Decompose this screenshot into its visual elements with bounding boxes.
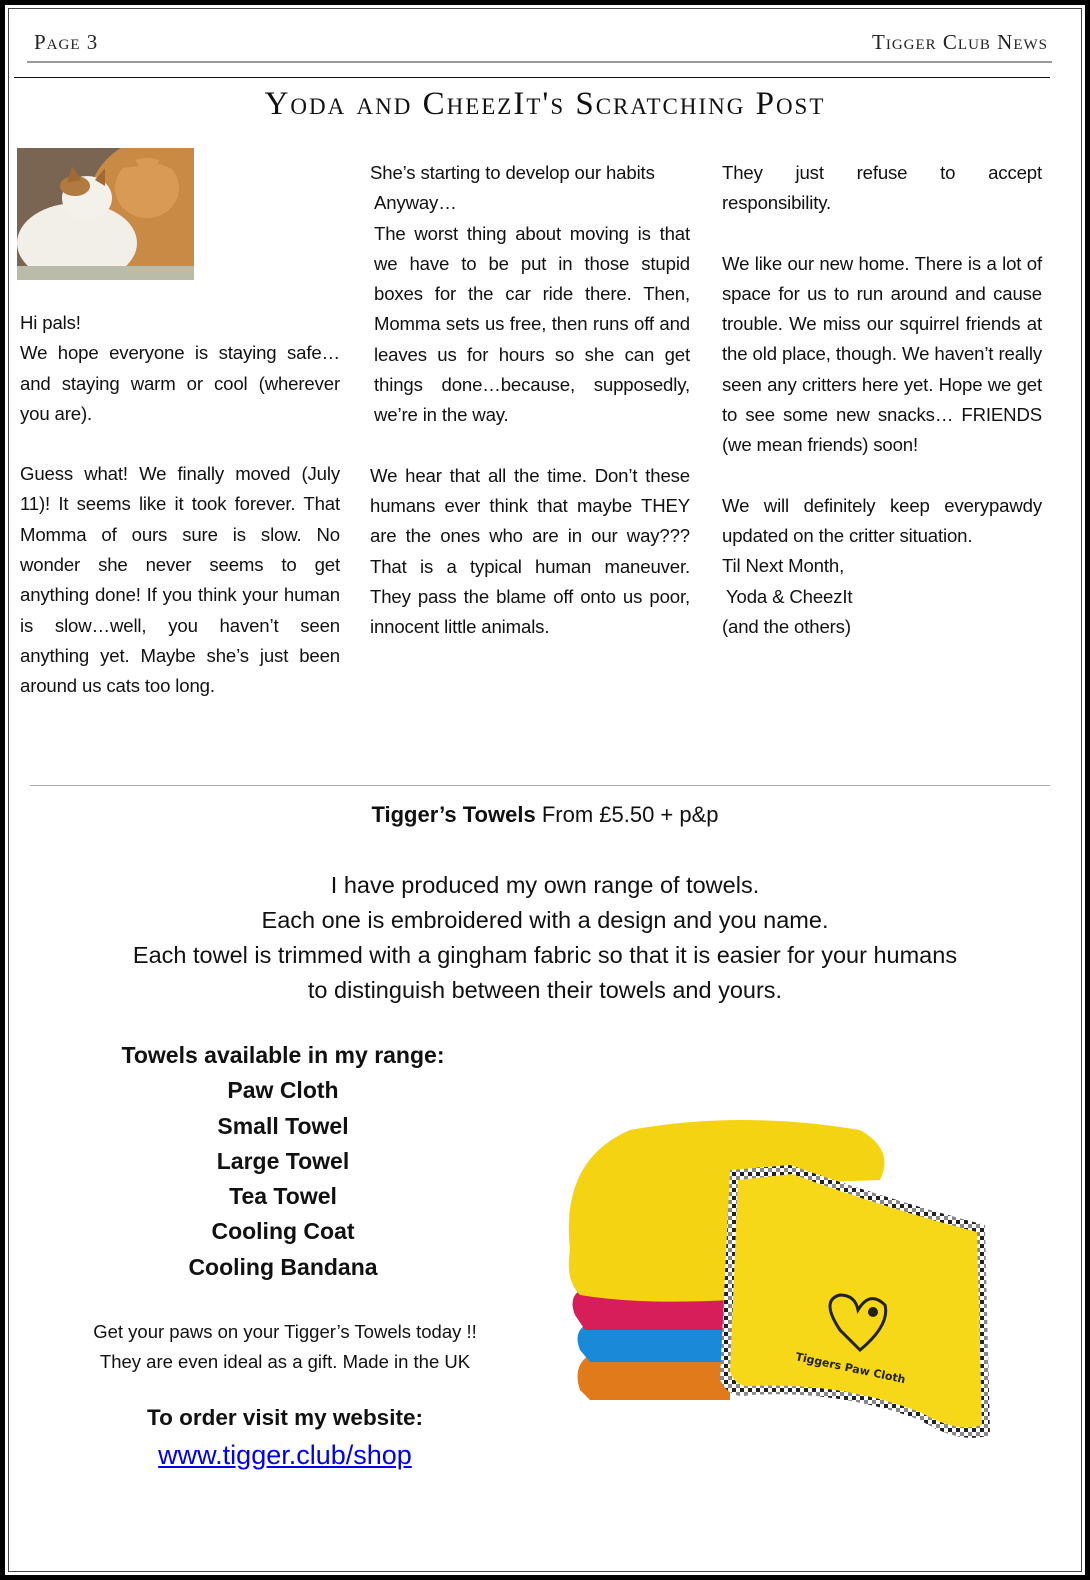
- signature: Yoda & CheezIt: [726, 585, 853, 607]
- header-rule-2: [14, 77, 1050, 78]
- column-3: [722, 158, 1042, 642]
- intro-line: Each towel is trimmed with a gingham fabric so that it is easier for your humans: [132, 942, 958, 968]
- page-number: Page 3: [34, 30, 99, 54]
- column-2: [370, 158, 690, 672]
- intro-line: I have produced my own range of towels.: [330, 872, 760, 898]
- list-item: Small Towel: [217, 1112, 349, 1139]
- list-item: Large Towel: [216, 1147, 350, 1174]
- header-rule: [27, 61, 1052, 63]
- embroidery-text: Tiggers Paw Cloth: [794, 1350, 907, 1387]
- list-item: Cooling Coat: [211, 1218, 355, 1245]
- paragraph: Guess what! We finally moved (July 11)! It seems like it took forever. That Momma of ours sure is slow. No wonder she never seems to get anything done! If you think your human is slow…well, you haven’t seen anything yet. Maybe she’s just been around us cats too long.: [20, 463, 340, 697]
- towels-photo: [540, 1100, 1000, 1470]
- list-item: Paw Cloth: [227, 1077, 339, 1104]
- paragraph: We like our new home. There is a lot of space for us to run around and cause trouble. We miss our squirrel friends at the old place, though. We haven’t really seen any critters here yet. Hope we get to see some new snacks… FRIENDS (we mean friends) soon!: [722, 252, 1042, 456]
- paragraph: Anyway…: [374, 192, 457, 214]
- list-item: Cooling Bandana: [188, 1253, 378, 1280]
- article-title: Yoda and CheezIt's Scratching Post: [264, 86, 826, 122]
- intro-line: Each one is embroidered with a design and you name.: [261, 907, 829, 933]
- list-item: Tea Towel: [229, 1183, 337, 1210]
- promo-text: [30, 1317, 540, 1377]
- section-divider: [30, 785, 1050, 786]
- shop-link[interactable]: www.tigger.club/shop: [158, 1440, 412, 1470]
- order-label: To order visit my website:: [147, 1405, 423, 1430]
- column-1: [20, 308, 340, 732]
- list-title: Towels available in my range:: [121, 1042, 445, 1068]
- paragraph: We hope everyone is staying safe…and staying warm or cool (wherever you are).: [20, 342, 340, 424]
- cats-photo: [17, 148, 194, 280]
- towels-price: From £5.50 + p&p: [535, 802, 719, 827]
- paragraph: We will definitely keep everypawdy updated on the critter situation.: [722, 494, 1042, 546]
- sign-off: Til Next Month,: [722, 555, 845, 577]
- paragraph: Hi pals!: [20, 312, 81, 333]
- intro-line: to distinguish between their towels and yours.: [307, 977, 783, 1003]
- towels-heading-bold: Tigger’s Towels: [371, 802, 536, 827]
- towels-heading: [0, 802, 1090, 828]
- towels-intro: [0, 868, 1090, 1008]
- promo-line: They are even ideal as a gift. Made in the UK: [99, 1351, 471, 1372]
- newsletter-name: Tigger Club News: [872, 30, 1048, 54]
- paragraph: She’s starting to develop our habits: [370, 162, 655, 183]
- signature-note: (and the others): [722, 615, 851, 637]
- paragraph: We hear that all the time. Don’t these humans ever think that maybe THEY are the ones who are in our way??? That is a typical human maneuver. They pass the blame off onto us poor, innocent little animals.: [370, 464, 690, 638]
- towel-range-list: [83, 1038, 483, 1285]
- promo-line: Get your paws on your Tigger’s Towels today !!: [93, 1321, 477, 1342]
- paragraph: The worst thing about moving is that we have to be put in those stupid boxes for the car ride there. Then, Momma sets us free, then runs off and leaves us for hours so she can get things done…because, supposedly, we’re in the way.: [374, 222, 690, 426]
- paragraph: They just refuse to accept responsibility.: [722, 162, 1042, 214]
